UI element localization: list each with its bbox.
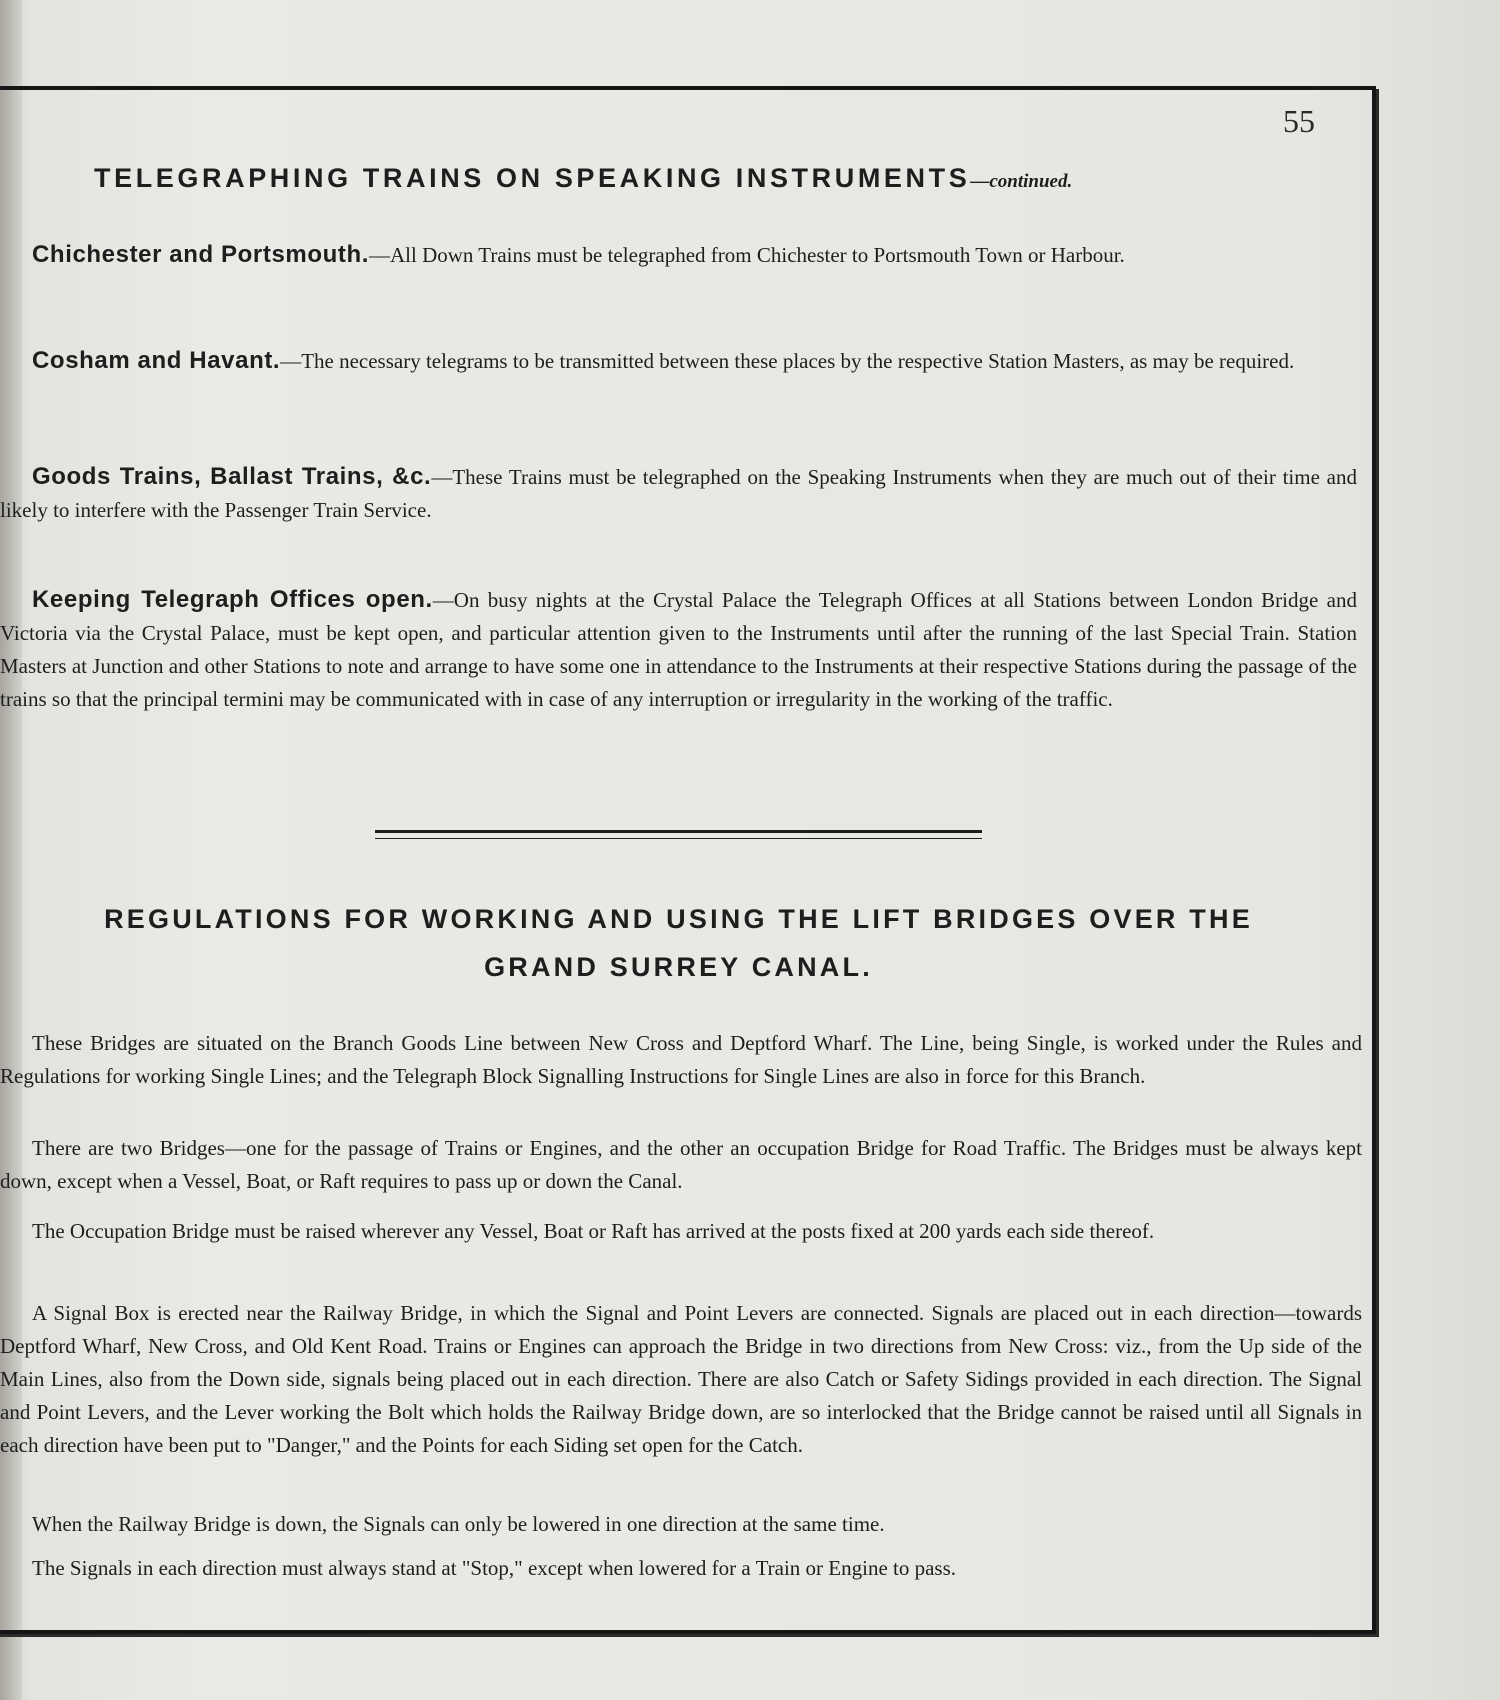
regulations-paragraph: When the Railway Bridge is down, the Signals can only be lowered in one direction at the same time. <box>32 1512 885 1536</box>
page-number: 55 <box>1283 103 1315 139</box>
section-divider <box>375 830 982 839</box>
entry-keeping-telegraph-offices <box>0 583 1357 716</box>
entry-goods-ballast-trains <box>0 460 1357 527</box>
entry-heading: Goods Trains, Ballast Trains, &c. <box>32 463 432 490</box>
regulations-title-line2: GRAND SURREY CANAL. <box>484 952 873 982</box>
entry-text: —These Trains must be telegraphed on the Speaking Instruments when they are much out of their time and likely to interfere with the Passenger Train Service. <box>0 465 1357 522</box>
regulations-paragraph: The Occupation Bridge must be raised wherever any Vessel, Boat or Raft has arrived at the posts fixed at 200 yards each side thereof. <box>32 1219 1155 1243</box>
regulations-paragraph: A Signal Box is erected near the Railway Bridge, in which the Signal and Point Levers are connected. Signals are placed out in each direction—towards Deptford Wharf, New Cross, and Old Kent Road. Trains or Engines can approach the Bridge in two directions from New Cross: viz., from the Up side of the Main Lines, also from the Down side, signals being placed out in each direction. There are also Catch or Safety Sidings provided in each direction. The Signal and Point Levers, and the Lever working the Bolt which holds the Railway Bridge down, are so interlocked that the Bridge cannot be raised until all Signals in each direction have been put to "Danger," and the Points for each Siding set open for the Catch. <box>0 1301 1362 1457</box>
entry-cosham-havant <box>0 344 1357 378</box>
regulations-paragraph: These Bridges are situated on the Branch Goods Line between New Cross and Deptford Wharf. The Line, being Single, is worked under the Rules and Regulations for working Single Lines; and the Telegraph Block Signalling Instructions for Single Lines are also in force for this Branch. <box>0 1031 1362 1088</box>
entry-heading: Cosham and Havant. <box>32 347 281 374</box>
section-title-text: TELEGRAPHING TRAINS ON SPEAKING INSTRUMENTS <box>94 163 971 193</box>
regulations-paragraph: There are two Bridges—one for the passage of Trains or Engines, and the other an occupation Bridge for Road Traffic. The Bridges must be always kept down, except when a Vessel, Boat, or Raft requires to pass up or down the Canal. <box>0 1136 1362 1193</box>
regulations-title-line1: REGULATIONS FOR WORKING AND USING THE LIFT BRIDGES OVER THE <box>104 904 1253 934</box>
entry-heading: Keeping Telegraph Offices open. <box>32 586 433 613</box>
entry-text: —The necessary telegrams to be transmitted between these places by the respective Station Masters, as may be required. <box>280 349 1295 373</box>
regulations-paragraph: The Signals in each direction must always stand at "Stop," except when lowered for a Train or Engine to pass. <box>32 1556 957 1580</box>
entry-chichester-portsmouth <box>0 238 1357 272</box>
section-title-telegraphing <box>94 163 1072 194</box>
section-title-suffix: —continued. <box>970 171 1073 192</box>
entry-text: —On busy nights at the Crystal Palace the Telegraph Offices at all Stations between London Bridge and Victoria via the Crystal Palace, must be kept open, and particular attention given to the Instruments until after the running of the last Special Train. Station Masters at Junction and other Stations to note and arrange to have some one in attendance to the Instruments at their respective Stations during the passage of the trains so that the principal termini may be communicated with in case of any interruption or irregularity in the working of the traffic. <box>0 588 1357 711</box>
entry-heading: Chichester and Portsmouth. <box>32 241 369 268</box>
entry-text: —All Down Trains must be telegraphed from Chichester to Portsmouth Town or Harbour. <box>368 243 1125 267</box>
